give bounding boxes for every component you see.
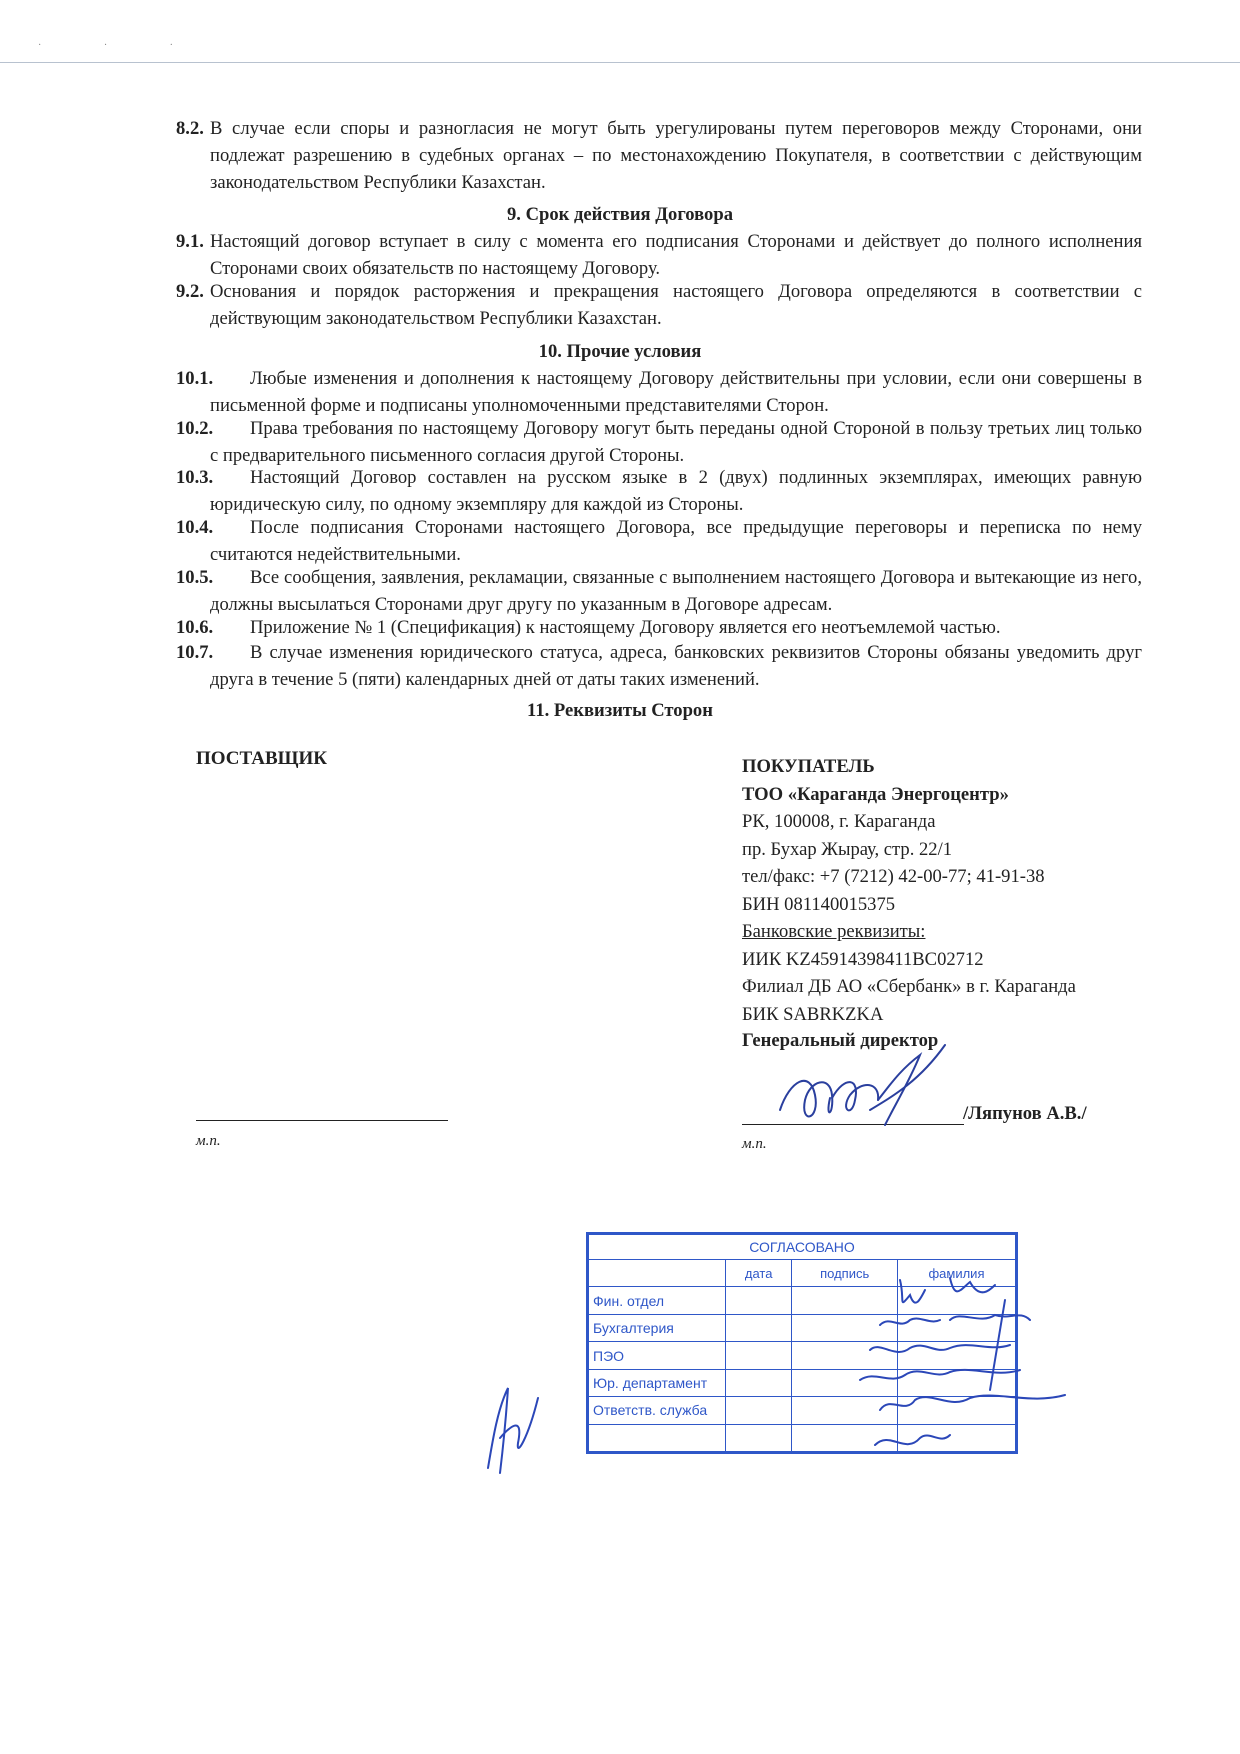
top-rule	[0, 62, 1240, 63]
buyer-heading: ПОКУПАТЕЛЬ	[742, 756, 875, 777]
clause-text: В случае изменения юридического статуса, адреса, банковских реквизитов Стороны обязаны уведомить друг друга в течение 5 (пяти) календарных дней от даты таких изменений.	[210, 642, 1142, 690]
left-initials-signature	[478, 1378, 548, 1478]
clause-text: Любые изменения и дополнения к настоящему Договору действительны при условии, если они совершены в письменной форме и подписаны уполномоченными представителями Сторон.	[210, 368, 1142, 416]
buyer-address-1: РК, 100008, г. Караганда	[742, 811, 936, 832]
buyer-company: ТОО «Караганда Энергоцентр»	[742, 783, 1009, 805]
clause-number: 9.1.	[176, 231, 204, 252]
clause-text: Настоящий договор вступает в силу с момента его подписания Сторонами и действует до полного исполнения Сторонами своих обязательств по настоящему Договору.	[210, 231, 1142, 279]
section-10-title: 10. Прочие условия	[538, 341, 702, 362]
stamp-column-signature: подпись	[792, 1260, 898, 1287]
clause-number: 10.1.	[176, 368, 214, 389]
clause-10-3	[176, 464, 1142, 518]
director-title: Генеральный директор	[742, 1030, 939, 1051]
clause-text: В случае если споры и разногласия не могут быть урегулированы путем переговоров между Сторонами, они подлежат разрешению в судебных органах – по местонахождению Покупателя, в соответствии с действующим законодательством Республики Казахстан.	[210, 118, 1142, 193]
clause-text: Настоящий Договор составлен на русском языке в 2 (двух) подлинных экземплярах, имеющих равную юридическую силу, по одному экземпляру для каждой из Стороны.	[210, 467, 1142, 515]
clause-10-7	[176, 639, 1142, 693]
clause-number: 10.5.	[176, 567, 214, 588]
clause-text: Все сообщения, заявления, рекламации, связанные с выполнением настоящего Договора и вытекающие из него, должны высылаться Сторонами друг другу по указанным в Договоре адресам.	[210, 567, 1142, 615]
clause-number: 10.7.	[176, 642, 214, 663]
clause-number: 10.6.	[176, 617, 214, 638]
stamp-row-label: Бухгалтерия	[589, 1314, 726, 1341]
stamp-blank-cell	[589, 1260, 726, 1287]
buyer-stamp-place: м.п.	[742, 1136, 767, 1152]
clause-number: 10.4.	[176, 517, 214, 538]
buyer-signer-name: /Ляпунов А.В./	[963, 1103, 1087, 1124]
buyer-bank: Филиал ДБ АО «Сбербанк» в г. Караганда	[742, 976, 1076, 997]
director-signature	[770, 1040, 970, 1130]
clause-10-1	[176, 365, 1142, 419]
clause-9-1	[176, 228, 1142, 282]
stamp-column-surname: фамилия	[897, 1260, 1015, 1287]
buyer-phone: тел/факс: +7 (7212) 42-00-77; 41-91-38	[742, 866, 1045, 887]
bank-heading: Банковские реквизиты:	[742, 921, 926, 942]
buyer-iik: ИИК KZ45914398411BC02712	[742, 948, 984, 970]
buyer-bin: БИН 081140015375	[742, 893, 896, 915]
section-9-title: 9. Срок действия Договора	[507, 204, 733, 225]
buyer-address-2: пр. Бухар Жырау, стр. 22/1	[742, 838, 953, 860]
clause-number: 9.2.	[176, 281, 204, 302]
clause-number: 10.2.	[176, 418, 214, 439]
stamp-row-label: ПЭО	[589, 1342, 726, 1369]
clause-10-6	[176, 614, 1142, 641]
clause-10-4	[176, 514, 1142, 568]
clause-10-2	[176, 415, 1142, 469]
buyer-bik: БИК SABRKZKA	[742, 1003, 884, 1025]
clause-10-5	[176, 564, 1142, 618]
stamp-row-label: Ответств. служба	[589, 1397, 726, 1424]
supplier-stamp-place: м.п.	[196, 1133, 221, 1149]
section-11-title: 11. Реквизиты Сторон	[527, 700, 713, 721]
stamp-row-label: Фин. отдел	[589, 1287, 726, 1314]
buyer-details	[742, 756, 1076, 1028]
clause-8-2	[176, 115, 1142, 196]
supplier-heading: ПОСТАВЩИК	[196, 748, 328, 769]
clause-text: Приложение № 1 (Спецификация) к настоящему Договору является его неотъемлемой частью.	[250, 617, 1001, 638]
stamp-column-date: дата	[726, 1260, 792, 1287]
clause-number: 10.3.	[176, 467, 214, 488]
supplier-signature-line	[196, 1120, 448, 1121]
stamp-handwritten-signatures	[820, 1270, 1080, 1470]
approval-stamp-title: СОГЛАСОВАНО	[589, 1235, 1016, 1260]
clause-text: Основания и порядок расторжения и прекращения настоящего Договора определяются в соответствии с действующим законодательством Республики Казахстан.	[210, 281, 1142, 329]
stamp-row-label: Юр. департамент	[589, 1369, 726, 1396]
clause-text: Права требования по настоящему Договору могут быть переданы одной Стороной в пользу третьих лиц только с предварительного письменного согласия другой Стороны.	[210, 418, 1142, 466]
scan-marks: · · ·	[38, 40, 203, 51]
clause-9-2	[176, 278, 1142, 332]
clause-text: После подписания Сторонами настоящего Договора, все предыдущие переговоры и переписка по нему считаются недействительными.	[210, 517, 1142, 565]
clause-number: 8.2.	[176, 118, 204, 139]
